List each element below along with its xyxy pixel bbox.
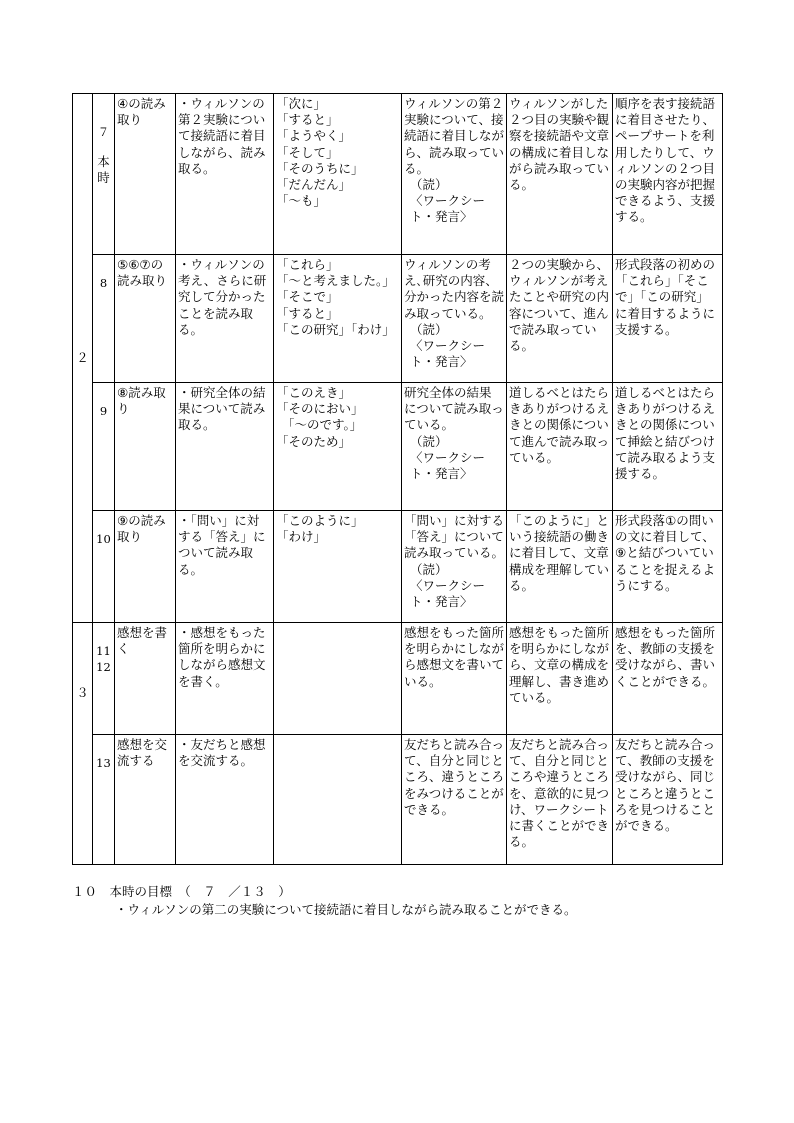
good-criteria-cell: ウィルソンがした２つ目の実験や観察を接続語や文章の構成に着目しながら読み取っている。: [507, 94, 613, 255]
current-lesson-mark: 本時: [97, 154, 110, 186]
hour-number: 8: [99, 276, 108, 290]
keyword: 「～と考えました。」: [276, 273, 395, 289]
words-cell: [274, 383, 402, 511]
support-cell: 形式段落①の問いの文に着目して、⑨と結びついていることを捉えるようにする。: [613, 511, 723, 623]
support-cell: 形式段落の初めの「これら」「そこで」「この研究」に着目するように支援する。: [613, 255, 723, 383]
hour-number: 11 12: [96, 644, 111, 675]
item-cell: ⑤⑥⑦の読み取り: [115, 255, 176, 383]
words-cell: [274, 735, 402, 865]
evaluation-text: ウィルソンの考え､研究の内容、分かった内容を読み取っている。: [404, 257, 505, 321]
good-criteria-cell: 友だちと読み合って、自分と同じところや違うところを、意欲的に見つけ、ワークシートに書くことができる。: [507, 735, 613, 865]
keyword: 「ようやく」: [276, 128, 352, 144]
hour-cell: [93, 94, 115, 255]
table-row: [73, 383, 723, 511]
table-row: [73, 623, 723, 735]
activity-cell: ・ウィルソンの考え、さらに研究して分かったことを読み取る。: [176, 255, 274, 383]
table-row: [73, 735, 723, 865]
hour-number: 10: [96, 532, 111, 546]
evaluation-tool: 〈ワークシート・発言〉: [410, 193, 486, 225]
keyword: 「このえき」: [276, 385, 352, 400]
keyword: 「このように」: [276, 513, 364, 528]
table-row: [73, 511, 723, 623]
hour-number: 9: [99, 404, 108, 418]
evaluation-tool: 〈ワークシート・発言〉: [410, 338, 486, 370]
hour-cell: [93, 735, 115, 865]
item-cell: ⑨の読み取り: [115, 511, 176, 623]
hour-cell: [93, 623, 115, 735]
good-criteria-cell: 「このように」という接続語の働きに着目して、文章構成を理解している。: [507, 511, 613, 623]
unit-cell: ２: [73, 94, 93, 623]
activity-cell: ・友だちと感想を交流する。: [176, 735, 274, 865]
evaluation-cell: [402, 94, 507, 255]
keyword: 「そのうちに」: [276, 160, 364, 176]
evaluation-mode: （読）: [410, 561, 448, 577]
table-row: [73, 255, 723, 383]
keyword: 「すると」: [276, 305, 339, 321]
keyword: 「～のです。」: [282, 417, 363, 433]
words-cell: [274, 623, 402, 735]
support-cell: 道しるべとはたらきありがつけるえきとの関係について挿絵と結びつけて読み取るよう支援する。: [613, 383, 723, 511]
support-cell: 順序を表す接続語に着目させたり、ペープサートを利用したりして、ウィルソンの２つ目の実験内容が把握できるよう、支援する。: [613, 94, 723, 255]
lesson-goal-heading: １０ 本時の目標 （ ７ ／１３ ）: [72, 884, 291, 899]
lesson-goal-text: ・ウィルソンの第二の実験について接続語に着目しながら読み取ることができる。: [115, 902, 577, 917]
hour-cell: [93, 383, 115, 511]
activity-cell: ・ウィルソンの第２実験について接続語に着目しながら、読み取る。: [176, 94, 274, 255]
keyword: 「～も」: [276, 193, 327, 209]
keyword: 「そこで」: [276, 289, 339, 305]
item-cell: 感想を交流する: [115, 735, 176, 865]
evaluation-mode: （読）: [410, 433, 448, 449]
lesson-goal-section: [72, 883, 752, 919]
keyword: 「そのにおい」: [276, 401, 364, 417]
keyword: 「だんだん」: [276, 177, 352, 193]
evaluation-text: 「問い」に対する「答え」について読み取っている。: [404, 513, 505, 561]
words-cell: [274, 94, 402, 255]
good-criteria-cell: 道しるべとはたらきありがつけるえきとの関係について進んで読み取っている。: [507, 383, 613, 511]
item-cell: 感想を書く: [115, 623, 176, 735]
words-cell: [274, 511, 402, 623]
keyword: 「この研究」「わけ」: [276, 321, 395, 337]
evaluation-cell: [402, 623, 507, 735]
unit-cell: ３: [73, 623, 93, 865]
keyword: 「わけ」: [276, 529, 327, 545]
evaluation-text: 友だちと読み合って、自分と同じところ、違うところをみつけることができる。: [404, 737, 505, 817]
keyword: 「すると」: [276, 112, 339, 128]
keyword: 「そして」: [276, 144, 339, 160]
keyword: 「次に」: [276, 96, 327, 111]
evaluation-tool: 〈ワークシート・発言〉: [410, 577, 486, 610]
good-criteria-cell: 感想をもった箇所を明らかにしながら、文章の構成を理解し、書き進めている。: [507, 623, 613, 735]
activity-cell: ・「問い」に対する「答え」について読み取る。: [176, 511, 274, 623]
lesson-plan-table: [72, 93, 723, 865]
table-row: [73, 94, 723, 255]
support-cell: 友だちと読み合って、教師の支援を受けながら、同じところと違うところを見つけることができる。: [613, 735, 723, 865]
item-cell: ⑧読み取り: [115, 383, 176, 511]
keyword: 「そのため」: [276, 433, 352, 449]
evaluation-mode: （読）: [410, 321, 448, 337]
item-cell: ④の読み取り: [115, 94, 176, 255]
support-cell: 感想をもった箇所を、教師の支援を受けながら、書いくことができる。: [613, 623, 723, 735]
hour-cell: [93, 511, 115, 623]
evaluation-cell: [402, 735, 507, 865]
evaluation-tool: 〈ワークシート・発言〉: [410, 449, 486, 482]
hour-cell: [93, 255, 115, 383]
activity-cell: ・研究全体の結果について読み取る。: [176, 383, 274, 511]
evaluation-mode: （読）: [410, 177, 448, 193]
evaluation-text: 感想をもった箇所を明らかにしながら感想文を書いている。: [404, 625, 505, 689]
evaluation-text: ウィルソンの第２実験について、接続語に着目しながら、読み取っている。: [404, 96, 505, 176]
evaluation-text: 研究全体の結果について読み取っている。: [404, 385, 504, 433]
evaluation-cell: [402, 383, 507, 511]
evaluation-cell: [402, 255, 507, 383]
words-cell: [274, 255, 402, 383]
hour-number: 13: [96, 756, 111, 770]
activity-cell: ・感想をもった箇所を明らかにしながら感想文を書く。: [176, 623, 274, 735]
good-criteria-cell: ２つの実験から、ウィルソンが考えたことや研究の内容について、進んで読み取っている。: [507, 255, 613, 383]
keyword: 「これら」: [276, 257, 339, 272]
evaluation-cell: [402, 511, 507, 623]
hour-number: ７: [97, 125, 110, 139]
